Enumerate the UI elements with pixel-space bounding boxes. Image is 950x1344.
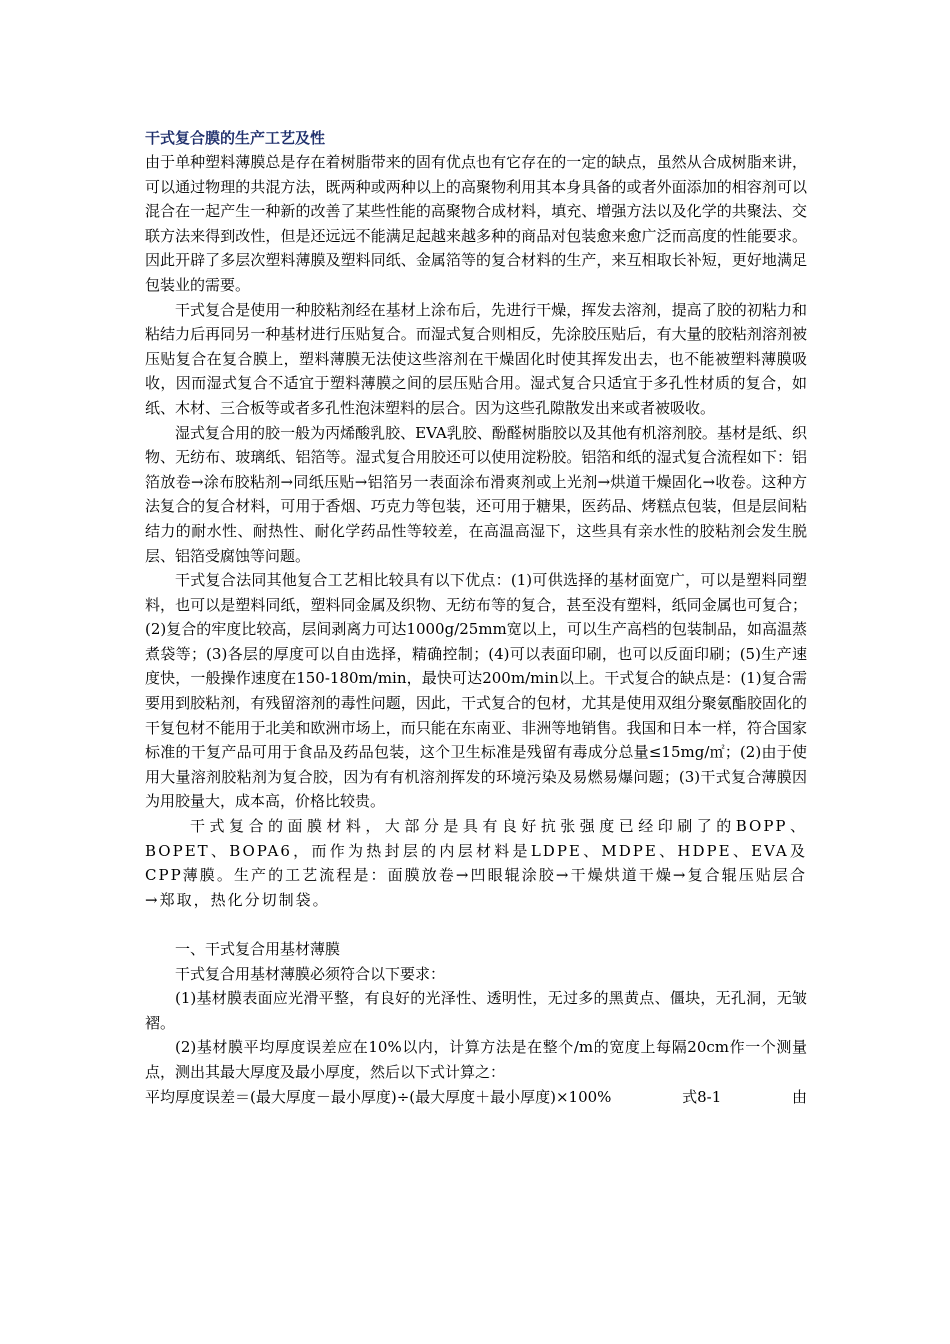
- formula-tail: 由: [791, 1087, 807, 1106]
- blank-line: [145, 912, 807, 937]
- formula-line: [145, 1085, 807, 1110]
- document-title: 干式复合膜的生产工艺及性: [145, 129, 326, 147]
- formula-tag: 式8-1: [682, 1087, 722, 1106]
- paragraph-dry-vs-wet: 干式复合是使用一种胶粘剂经在基材上涂布后，先进行干燥，挥发去溶剂，提高了胶的初粘力和粘结力后再同另一种基材进行压贴复合。而湿式复合则相反，先涂胶压贴后，有大量的胶粘剂溶剂被压贴复合在复合膜上，塑料薄膜无法使这些溶剂在干燥固化时使其挥发出去，也不能被塑料薄膜吸收，因而湿式复合不适宜于塑料薄膜之间的层压贴合用。湿式复合只适宜于多孔性材质的复合，如纸、木材、三合板等或者多孔性泡沫塑料的层合。因为这些孔隙散发出来或者被吸收。: [145, 300, 807, 417]
- paragraph-intro: 由于单种塑料薄膜总是存在着树脂带来的固有优点也有它存在的一定的缺点，虽然从合成树脂来讲，可以通过物理的共混方法，既两种或两种以上的高聚物利用其本身具备的或者外面添加的相容剂可以混合在一起产生一种新的改善了某些性能的高聚物合成材料，填充、增强方法以及化学的共聚法、交联方法来得到改性，但是还远远不能满足起越来越多种的商品对包装愈来愈广泛而高度的性能要求。因此开辟了多层次塑料薄膜及塑料同纸、金属箔等的复合材料的生产，来互相取长补短，更好地满足包装业的需要。: [145, 153, 807, 294]
- paragraph-wet-lamination: 湿式复合用的胶一般为丙烯酸乳胶、EVA乳胶、酚醛树脂胶以及其他有机溶剂胶。基材是纸、织物、无纺布、玻璃纸、铝箔等。湿式复合用胶还可以使用淀粉胶。铝箔和纸的湿式复合流程如下：铝箔放卷→涂布胶粘剂→同纸压贴→铝箔另一表面涂布滑爽剂或上光剂→烘道干燥固化→收卷。这种方法复合的复合材料，可用于香烟、巧克力等包装，还可用于糖果，医药品、烤糕点包装，但是层间粘结力的耐水性、耐热性、耐化学药品性等较差，在高温高湿下，这些具有亲水性的胶粘剂会发生脱层、铝箔受腐蚀等问题。: [145, 423, 807, 565]
- section-intro: 干式复合用基材薄膜必须符合以下要求：: [175, 964, 446, 983]
- paragraph-face-film: 干式复合的面膜材料，大部分是具有良好抗张强度已经印刷了的BOPP、BOPET、BOPA6，而作为热封层的内层材料是LDPE、MDPE、HDPE、EVA及CPP薄膜。生产的工艺流程是：面膜放卷→凹眼辊涂胶→干燥烘道干燥→复合辊压贴层合→郑取，热化分切制袋。: [145, 817, 807, 909]
- formula-text: 平均厚度误差＝(最大厚度－最小厚度)÷(最大厚度＋最小厚度)×100%: [145, 1087, 612, 1106]
- paragraph-dry-advantages: 干式复合法同其他复合工艺相比较具有以下优点：(1)可供选择的基材面宽广，可以是塑料同塑料，也可以是塑料同纸，塑料同金属及织物、无纺布等的复合，甚至没有塑料，纸同金属也可复合；(2)复合的牢度比较高，层间剥离力可达1000g/25mm宽以上，可以生产高档的包装制品，如高温蒸煮袋等；(3)各层的厚度可以自由选择，精确控制；(4)可以表面印刷，也可以反面印刷；(5)生产速度快，一般操作速度在150-180m/min，最快可达200m/min以上。干式复合的缺点是：(1)复合需要用到胶粘剂，有残留溶剂的毒性问题，因此，干式复合的包材，尤其是使用双组分聚氨酯胶固化的干复包材不能用于北美和欧洲市场上，而只能在东南亚、非洲等地销售。我国和日本一样，符合国家标准的干复产品可用于食品及药品包装，这个卫生标准是残留有毒成分总量≤15mg/㎡；(2)由于使用大量溶剂胶粘剂为复合胶，因为有有机溶剂挥发的环境污染及易燃易爆问题；(3)干式复合薄膜因为用胶量大，成本高，价格比较贵。: [145, 571, 807, 811]
- section-heading: 一、干式复合用基材薄膜: [175, 940, 341, 958]
- document-page: [145, 126, 807, 1109]
- requirement-item-2: (2)基材膜平均厚度误差应在10%以内，计算方法是在整个/m的宽度上每隔20cm作一个测量点，测出其最大厚度及最小厚度，然后以下式计算之：: [145, 1038, 807, 1081]
- requirement-item-1: (1)基材膜表面应光滑平整，有良好的光泽性、透明性，无过多的黑黄点、僵块，无孔洞，无皱褶。: [145, 989, 807, 1032]
